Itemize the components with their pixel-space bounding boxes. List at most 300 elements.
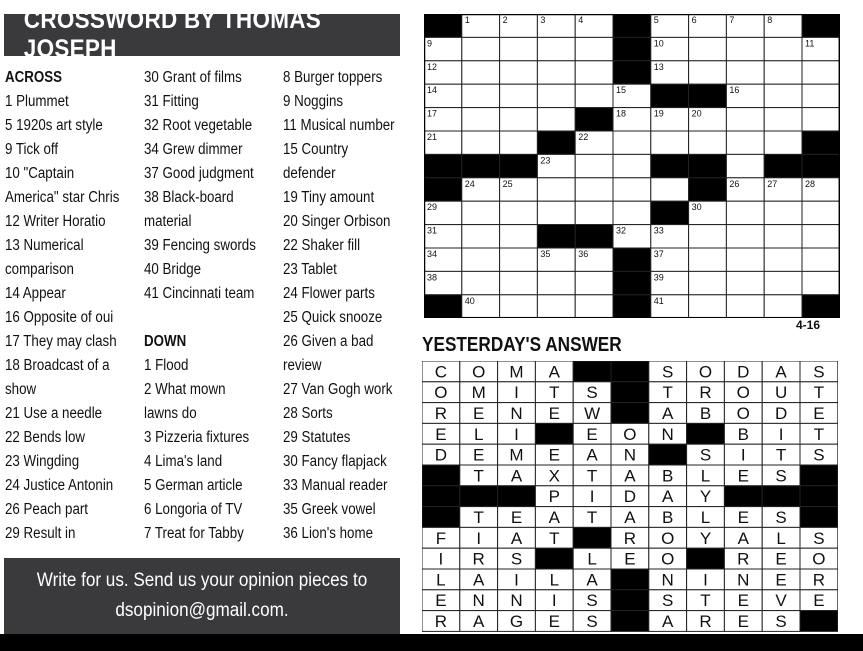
black-square [689,154,727,177]
clue-line: 9 Noggins [283,93,344,110]
answer-letter: L [700,508,711,527]
clue-line: 27 Van Gogh work [283,381,393,398]
black-square [764,154,802,177]
clue-number: 39 [653,272,664,283]
black-square [611,382,649,403]
clue-number: 25 [502,178,513,189]
answer-letter: E [548,404,560,423]
clue-number: 29 [427,202,438,213]
black-square [800,611,838,632]
answer-letter: P [548,487,560,507]
answer-letter: N [472,591,485,611]
answer-letter: S [775,508,787,527]
grid-cell[interactable] [462,248,500,271]
answer-letter: S [813,528,825,548]
grid-cell[interactable] [537,108,575,131]
clue-number: 41 [653,295,664,306]
clue-line: 12 Writer Horatio [5,213,106,230]
grid-cell[interactable] [764,61,802,84]
black-square [800,465,838,486]
clue-line: 3 Pizzeria fixtures [144,429,250,446]
clue-line: 22 Shaker fill [283,237,361,254]
grid-cell[interactable] [802,61,840,84]
clue-line: review [283,357,322,374]
answer-letter: E [548,612,560,631]
black-square [424,14,462,37]
clue-number: 12 [427,61,438,72]
grid-cell[interactable] [575,154,613,177]
clue-line: 24 Justice Antonin [5,477,114,494]
answer-letter: E [737,508,749,527]
answer-letter: E [510,508,523,527]
answer-letter: S [586,612,598,631]
answer-letter: B [699,404,712,423]
answer-letter: I [438,549,444,569]
clue-number: 17 [427,108,438,119]
clue-line: 29 Result in [5,525,76,542]
clue-line: 30 Grant of films [144,69,242,86]
answer-letter: E [737,466,749,486]
grid-cell[interactable] [726,154,764,177]
answer-letter: L [587,549,597,569]
answer-letter: N [510,591,523,611]
answer-letter: R [737,549,750,569]
black-square [651,84,689,107]
answer-letter: F [435,528,447,548]
footer-line-1: Write for us. Send us your opinion pieces to [36,570,368,591]
answer-letter: I [476,528,482,548]
grid-cell[interactable] [689,295,727,318]
answer-letter: U [774,383,788,403]
grid-cell[interactable] [764,271,802,294]
answer-letter: I [740,445,746,465]
answer-letter: I [514,424,519,444]
clue-line: show [5,381,37,398]
clue-number: 20 [691,108,702,119]
black-square [613,14,651,37]
clue-number: 18 [616,108,627,119]
answer-letter: A [510,466,523,486]
black-square [611,569,649,590]
clue-column-3 [283,66,413,546]
clue-line: 32 Root vegetable [144,117,253,134]
answer-letter: O [472,362,486,382]
clue-number: 37 [653,249,664,259]
black-square [424,178,462,201]
answer-letter: R [699,612,712,631]
answer-letter: I [703,570,708,590]
answer-letter: N [623,445,637,465]
answer-letter: E [737,591,749,611]
grid-cell[interactable] [764,37,802,60]
grid-cell[interactable] [689,271,727,294]
answer-letter: E [775,549,787,569]
grid-cell[interactable] [613,154,651,177]
black-square [802,295,840,318]
clue-line: 38 Black-board [144,189,234,206]
answer-letter: O [812,549,826,569]
grid-cell[interactable] [613,131,651,154]
clue-line: 1 Plummet [5,93,69,110]
answer-letter: A [775,362,787,382]
clue-number: 11 [805,38,815,49]
answer-letter: O [736,404,750,423]
grid-cell[interactable] [462,131,500,154]
black-square [613,248,651,271]
answer-letter: D [434,445,448,465]
grid-cell[interactable] [726,108,764,131]
grid-cell[interactable] [575,178,613,201]
grid-cell[interactable] [575,61,613,84]
answer-letter: M [509,362,524,382]
answer-letter: I [514,383,519,403]
black-square [687,548,725,569]
answer-letter: R [623,528,637,548]
answer-letter: R [812,570,826,590]
answer-letter: N [737,570,750,590]
answer-letter: S [586,591,598,611]
black-square [575,108,613,131]
answer-letter: A [548,362,560,382]
answer-letter: L [700,466,711,486]
clue-line: 5 German article [144,477,243,494]
answer-letter: T [586,466,598,486]
grid-cell[interactable] [537,84,575,107]
grid-cell[interactable] [462,84,500,107]
clue-column-2 [144,66,274,546]
answer-letter: B [662,466,674,486]
grid-cell[interactable] [462,108,500,131]
clue-line: 2 What mown [144,381,226,398]
grid-cell[interactable] [500,61,538,84]
clue-line: 6 Longoria of TV [144,501,243,518]
clue-heading: ACROSS [5,69,63,86]
grid-cell[interactable] [764,201,802,224]
black-square [651,154,689,177]
grid-cell[interactable] [764,295,802,318]
answer-letter: O [434,383,448,403]
grid-cell[interactable] [726,201,764,224]
clue-number: 4 [578,15,584,25]
grid-cell[interactable] [726,271,764,294]
grid-cell[interactable] [726,225,764,248]
clue-line: 41 Cincinnati team [144,285,255,302]
grid-cell[interactable] [462,271,500,294]
grid-cell[interactable] [802,84,840,107]
clue-line: 19 Tiny amount [283,189,375,206]
grid-cell[interactable] [726,37,764,60]
answer-letter: L [473,424,484,444]
answer-letter: A [548,508,560,527]
clue-number: 14 [427,85,438,96]
grid-cell[interactable] [802,225,840,248]
answer-letter: A [624,508,636,527]
yesterdays-answer-title: YESTERDAY'S ANSWER [422,334,622,356]
clue-line: 9 Tick off [5,141,59,158]
answer-letter: E [586,424,598,444]
clue-line: 8 Burger toppers [283,69,383,86]
grid-cell[interactable] [537,295,575,318]
grid-cell[interactable] [764,84,802,107]
black-square [424,295,462,318]
clue-number: 8 [767,15,773,25]
grid-cell[interactable] [802,248,840,271]
clue-line: 37 Good judgment [144,165,254,182]
answer-letter: O [736,383,750,403]
grid-cell[interactable] [613,178,651,201]
clue-line: 18 Broadcast of a [5,357,110,374]
black-square [802,131,840,154]
answer-letter: B [737,424,749,444]
grid-cell[interactable] [651,131,689,154]
grid-cell[interactable] [575,37,613,60]
black-square [689,178,727,201]
answer-letter: Y [699,487,712,507]
answer-letter: S [813,445,825,465]
grid-cell[interactable] [575,84,613,107]
black-square [613,61,651,84]
clue-line: comparison [5,261,74,278]
answer-letter: B [662,508,674,527]
grid-cell[interactable] [500,108,538,131]
clue-number: 30 [691,202,702,213]
answer-letter: E [435,591,447,611]
grid-cell[interactable] [764,131,802,154]
clue-number: 10 [653,38,664,49]
clue-line: 15 Country [283,141,349,158]
answer-letter: L [776,528,786,548]
clue-number: 13 [653,61,664,72]
answer-letter: S [699,445,712,465]
clue-number: 1 [464,15,470,25]
answer-letter: W [584,404,601,423]
black-square [422,486,460,507]
black-square [460,486,498,507]
clue-number: 9 [427,38,433,49]
grid-cell[interactable] [802,201,840,224]
answer-grid [422,361,838,633]
answer-letter: A [586,570,598,590]
clue-number: 38 [427,272,438,283]
answer-letter: T [473,466,484,486]
answer-letter: T [549,383,560,403]
grid-cell[interactable] [726,61,764,84]
grid-cell[interactable] [537,37,575,60]
grid-cell[interactable] [500,131,538,154]
grid-cell[interactable] [764,225,802,248]
answer-letter: O [698,362,713,382]
grid-cell[interactable] [500,295,538,318]
clue-line: 31 Fitting [144,93,199,110]
grid-cell[interactable] [462,61,500,84]
answer-letter: M [509,445,524,465]
bottom-band [0,634,863,651]
black-square [611,361,649,382]
black-square [802,14,840,37]
black-square [800,486,838,507]
clue-line: 16 Opposite of oui [5,309,114,326]
grid-cell[interactable] [537,271,575,294]
black-square [613,37,651,60]
answer-letter: M [471,383,486,403]
answer-letter: R [434,612,448,631]
clue-line: material [144,213,192,230]
answer-letter: Y [699,528,712,548]
black-square [537,225,575,248]
clue-number: 5 [653,15,659,25]
answer-letter: E [813,404,825,423]
clue-line: America" star Chris [5,189,120,206]
grid-cell[interactable] [575,295,613,318]
clue-line: lawns do [144,405,197,422]
answer-letter: L [436,570,446,590]
clue-line: 5 1920s art style [5,117,103,134]
clue-line: 28 Sorts [283,405,333,422]
clue-number: 31 [427,225,438,236]
clue-number: 22 [578,132,589,142]
answer-letter: E [775,570,787,590]
grid-cell[interactable] [575,271,613,294]
black-square [611,590,649,611]
answer-letter: T [813,383,825,403]
grid-cell[interactable] [537,178,575,201]
black-square [613,271,651,294]
clue-line: 23 Tablet [283,261,337,278]
answer-letter: T [662,383,673,403]
black-square [535,548,573,569]
black-square [687,423,725,444]
grid-cell[interactable] [689,131,727,154]
grid-cell[interactable] [500,84,538,107]
grid-cell[interactable] [802,108,840,131]
black-square [500,154,538,177]
clue-line: 14 Appear [5,285,66,302]
clue-line: 29 Statutes [283,429,351,446]
clue-line: 39 Fencing swords [144,237,256,254]
black-square [613,295,651,318]
answer-letter: E [624,549,636,569]
black-square [575,225,613,248]
clue-line: 25 Quick snooze [283,309,383,326]
answer-letter: S [662,362,674,382]
answer-letter: O [661,528,675,548]
clue-line: 26 Given a bad [283,333,374,350]
answer-letter: R [472,549,485,569]
answer-letter: A [586,445,598,465]
black-square [498,486,536,507]
clue-line: 20 Singer Orbison [283,213,391,230]
clue-number: 26 [729,178,740,189]
clue-number: 6 [691,15,697,25]
clue-line: 24 Flower parts [283,285,375,302]
grid-cell[interactable] [537,61,575,84]
clue-number: 32 [616,225,627,236]
clue-line: 11 Musical number [283,117,395,134]
clue-number: 3 [540,15,546,25]
black-square [422,465,460,486]
answer-letter: T [549,528,560,548]
answer-letter: X [548,466,560,486]
black-square [462,154,500,177]
grid-cell[interactable] [689,225,727,248]
clue-line: 10 "Captain [5,165,75,182]
grid-cell[interactable] [726,295,764,318]
grid-cell[interactable] [802,271,840,294]
answer-letter: N [661,570,674,590]
clue-number: 23 [540,155,551,166]
clue-line: 21 Use a needle [5,405,103,422]
answer-letter: N [510,404,523,423]
black-square [649,444,687,465]
grid-cell[interactable] [575,201,613,224]
answer-letter: A [662,487,674,507]
black-square [802,154,840,177]
clue-heading: DOWN [144,333,187,350]
clue-number: 16 [729,85,740,96]
answer-letter: G [509,612,524,631]
grid-cell[interactable] [764,108,802,131]
clue-line: 17 They may clash [5,333,117,350]
answer-letter: S [662,591,674,611]
clue-number: 27 [767,178,778,189]
grid-cell[interactable] [537,201,575,224]
footer-email: dsopinion@gmail.com. [115,600,289,621]
grid-cell[interactable] [613,201,651,224]
clue-number: 28 [805,178,816,189]
grid-cell[interactable] [689,37,727,60]
black-square [689,84,727,107]
black-square [611,611,649,632]
clue-number: 2 [502,15,508,25]
answer-letter: E [435,424,447,444]
answer-letter: A [662,612,674,631]
grid-cell[interactable] [500,248,538,271]
answer-letter: I [551,591,557,611]
answer-letter: A [624,466,636,486]
answer-letter: O [661,549,675,569]
clue-number: 7 [729,15,735,25]
clue-line: 35 Greek vowel [283,501,376,518]
grid-cell[interactable] [726,248,764,271]
grid-cell[interactable] [651,178,689,201]
grid-cell[interactable] [500,225,538,248]
grid-cell[interactable] [500,271,538,294]
grid-cell[interactable] [462,37,500,60]
black-square [422,507,460,528]
answer-letter: E [473,404,485,423]
answer-letter: A [510,528,523,548]
date-code: 4-16 [796,318,821,332]
grid-cell[interactable] [726,131,764,154]
grid-cell[interactable] [689,61,727,84]
clue-line: 36 Lion's home [283,525,373,542]
clue-column-1 [5,66,138,546]
clue-line: 4 Lima's land [144,453,223,470]
grid-cell[interactable] [462,225,500,248]
grid-cell[interactable] [462,201,500,224]
answer-letter: R [699,383,712,403]
black-square [535,423,573,444]
grid-cell[interactable] [689,248,727,271]
clue-line: 40 Bridge [144,261,202,278]
clue-number: 34 [427,249,438,259]
clue-line: 13 Numerical [5,237,84,254]
grid-cell[interactable] [500,37,538,60]
clue-line: 26 Peach part [5,501,89,518]
grid-cell[interactable] [500,201,538,224]
grid-cell[interactable] [764,248,802,271]
answer-letter: T [586,508,598,527]
